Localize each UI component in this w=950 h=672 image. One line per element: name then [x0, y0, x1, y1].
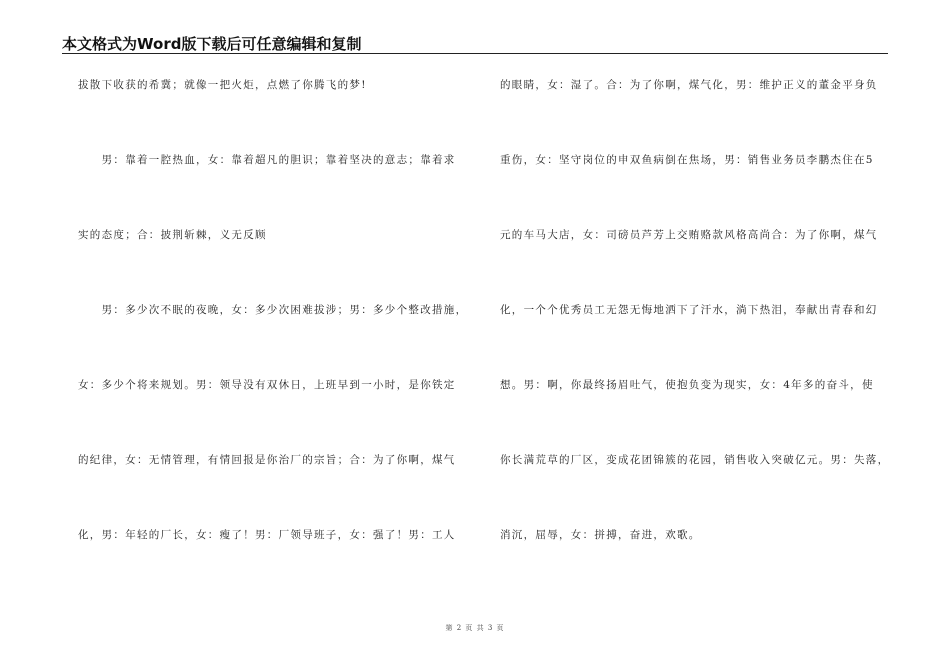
text-line: 想。男：啊，你最终扬眉吐气，使抱负变为现实，女：4年多的奋斗，使 — [500, 379, 874, 391]
text-line: 拔散下收获的希冀；就像一把火炬，点燃了你腾飞的梦! — [78, 79, 367, 91]
page-header-title: 本文格式为Word版下载后可任意编辑和复制 — [62, 35, 362, 53]
header-divider — [62, 53, 888, 54]
text-line: 消沉，屈辱，女：拼搏，奋进，欢歌。 — [500, 529, 701, 541]
text-line: 实的态度；合：披荆斩棘，义无反顾 — [78, 229, 267, 241]
text-line: 的眼睛，女：湿了。合：为了你啊，煤气化，男：维护正义的董金平身负 — [500, 79, 878, 91]
text-line: 女：多少个将来规划。男：领导没有双休日，上班早到一小时，是你铁定 — [78, 379, 456, 391]
text-line: 元的车马大店，女：司磅员芦芳上交贿赂款风格高尚合：为了你啊，煤气 — [500, 229, 878, 241]
text-line: 男：靠着一腔热血，女：靠着超凡的胆识；靠着坚决的意志；靠着求 — [78, 154, 456, 166]
page-number-footer: 第 2 页 共 3 页 — [445, 624, 505, 632]
text-line: 你长满荒草的厂区，变成花团锦簇的花园，销售收入突破亿元。男：失落， — [500, 454, 890, 466]
text-line: 男：多少次不眠的夜晚，女：多少次困难拔涉；男：多少个整改措施， — [78, 304, 468, 316]
text-line: 的纪律，女：无情管理，有情回报是你治厂的宗旨；合：为了你啊，煤气 — [78, 454, 456, 466]
text-line: 化，一个个优秀员工无怨无悔地洒下了汗水，淌下热泪，奉献出青春和幻 — [500, 304, 878, 316]
text-line: 重伤，女：坚守岗位的申双鱼病倒在焦场，男：销售业务员李鹏杰住在5 — [500, 154, 874, 166]
text-line: 化，男：年轻的厂长，女：瘦了！男：厂领导班子，女：强了！男：工人 — [78, 529, 456, 541]
